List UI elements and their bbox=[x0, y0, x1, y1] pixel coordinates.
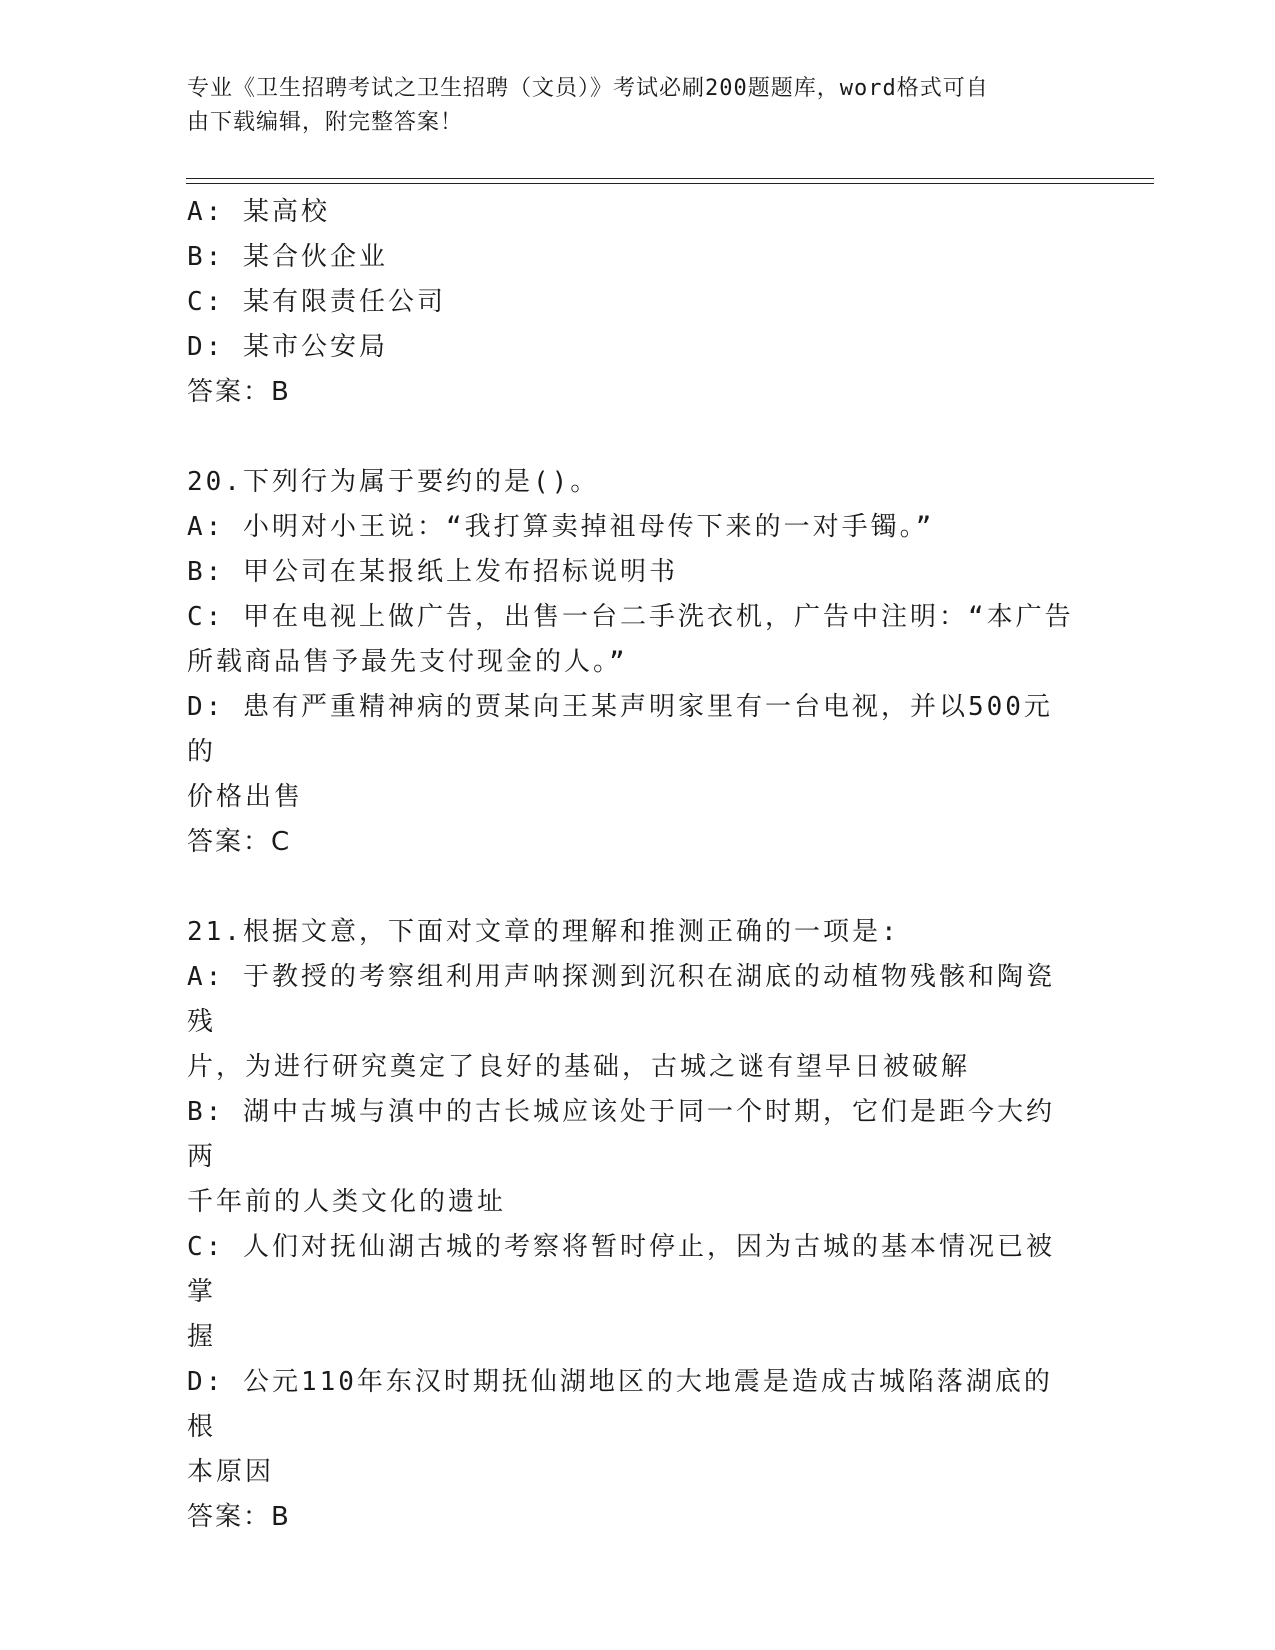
q21-option-d-line-1: D: 公元110年东汉时期抚仙湖地区的大地震是造成古城陷落湖底的根 bbox=[187, 1367, 1053, 1442]
document-header bbox=[187, 72, 1067, 140]
q19-option-c: C: 某有限责任公司 bbox=[187, 287, 446, 317]
q19-option-b: B: 某合伙企业 bbox=[187, 242, 388, 272]
q19-option-a: A: 某高校 bbox=[187, 197, 330, 227]
question-19-block bbox=[187, 190, 1077, 415]
q20-option-b: B: 甲公司在某报纸上发布招标说明书 bbox=[187, 557, 678, 587]
q21-option-c-line-2: 握 bbox=[187, 1322, 217, 1352]
question-20-block bbox=[187, 460, 1077, 865]
q19-answer: 答案：B bbox=[187, 377, 291, 407]
header-line-1: 专业《卫生招聘考试之卫生招聘（文员）》考试必刷200题题库，word格式可自 bbox=[187, 76, 989, 101]
q20-option-a: A: 小明对小王说：“我打算卖掉祖母传下来的一对手镯。” bbox=[187, 512, 935, 542]
q20-option-d-line-1: D: 患有严重精神病的贾某向王某声明家里有一台电视，并以500元的 bbox=[187, 692, 1053, 767]
q21-option-a-line-1: A: 于教授的考察组利用声呐探测到沉积在湖底的动植物残骸和陶瓷残 bbox=[187, 962, 1055, 1037]
q21-option-c-line-1: C: 人们对抚仙湖古城的考察将暂时停止，因为古城的基本情况已被掌 bbox=[187, 1232, 1055, 1307]
q20-question: 20.下列行为属于要约的是()。 bbox=[187, 467, 600, 497]
q21-option-a-line-2: 片，为进行研究奠定了良好的基础，古城之谜有望早日被破解 bbox=[187, 1052, 971, 1082]
q20-option-d-line-2: 价格出售 bbox=[187, 782, 304, 812]
q21-answer: 答案：B bbox=[187, 1502, 291, 1532]
spacer bbox=[187, 415, 1077, 460]
document-body bbox=[187, 190, 1077, 1540]
header-rule-top bbox=[186, 178, 1154, 179]
header-rule-bottom bbox=[186, 183, 1154, 184]
q20-option-c-line-2: 所载商品售予最先支付现金的人。” bbox=[187, 647, 628, 677]
q21-option-b-line-1: B: 湖中古城与滇中的古长城应该处于同一个时期，它们是距今大约两 bbox=[187, 1097, 1055, 1172]
q21-question: 21.根据文意，下面对文章的理解和推测正确的一项是: bbox=[187, 917, 900, 947]
q21-option-b-line-2: 千年前的人类文化的遗址 bbox=[187, 1187, 507, 1217]
q20-answer: 答案：C bbox=[187, 827, 292, 857]
spacer bbox=[187, 865, 1077, 910]
q21-option-d-line-2: 本原因 bbox=[187, 1457, 275, 1487]
q20-option-c-line-1: C: 甲在电视上做广告，出售一台二手洗衣机，广告中注明：“本广告 bbox=[187, 602, 1074, 632]
q19-option-d: D: 某市公安局 bbox=[187, 332, 388, 362]
question-21-block bbox=[187, 910, 1077, 1540]
header-line-2: 由下载编辑，附完整答案！ bbox=[187, 110, 464, 135]
